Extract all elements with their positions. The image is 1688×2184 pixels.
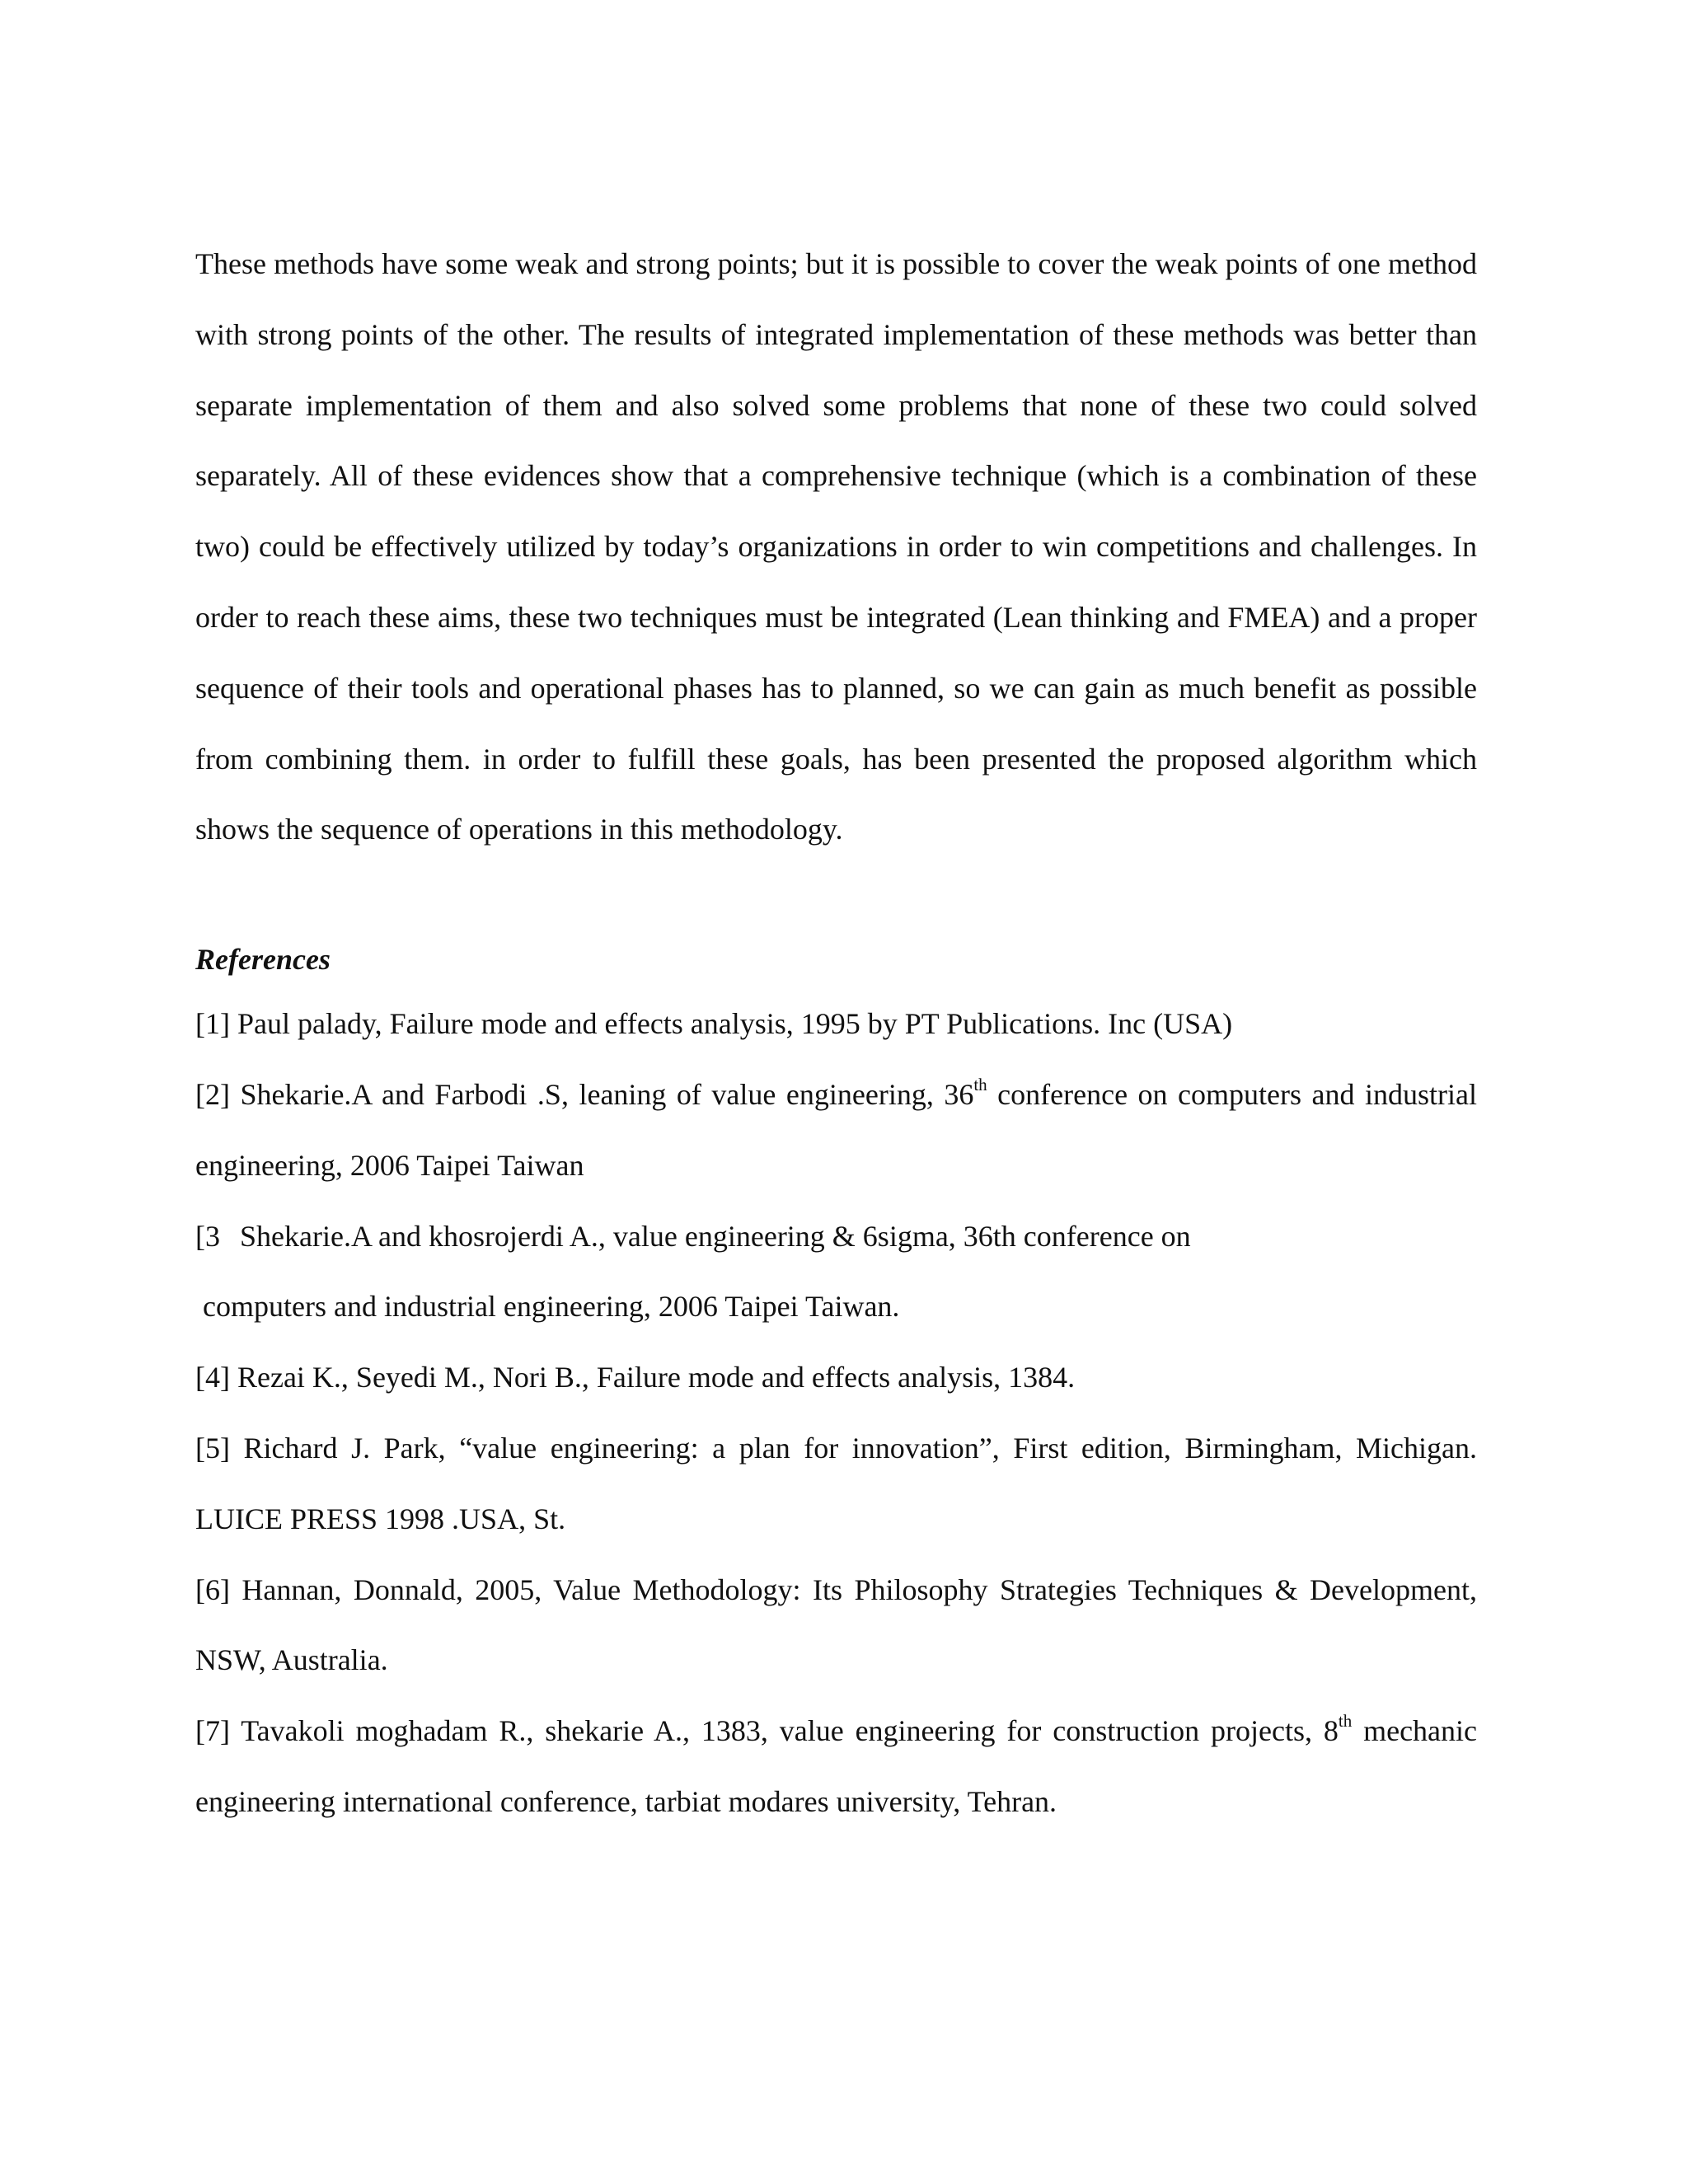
reference-3-line-2: computers and industrial engineering, 2006 Taipei Taiwan.: [203, 1290, 900, 1324]
reference-5: [5] Richard J. Park, “value engineering: a plan for innovation”, First edition, Birmingham, Michigan. LUICE PRESS 1998 .USA, St.: [195, 1431, 1477, 1535]
references-heading: References: [195, 943, 331, 977]
reference-3-line-1: Shekarie.A and khosrojerdi A., value engineering & 6sigma, 36th conference on: [240, 1219, 1191, 1253]
reference-7-text: [7] Tavakoli moghadam R., shekarie A., 1383, value engineering for construction projects, 8: [195, 1714, 1339, 1748]
reference-4: [4] Rezai K., Seyedi M., Nori B., Failure mode and effects analysis, 1384.: [195, 1361, 1076, 1394]
reference-7-superscript: th: [1338, 1711, 1353, 1732]
reference-3-label: [3: [195, 1219, 220, 1253]
reference-2-text-continued: conference on computers and industrial engineering, 2006 Taipei Taiwan: [195, 1077, 1477, 1182]
reference-6: [6] Hannan, Donnald, 2005, Value Methodology: Its Philosophy Strategies Techniques & Development, NSW, Australia.: [195, 1572, 1477, 1677]
reference-1: [1] Paul palady, Failure mode and effects analysis, 1995 by PT Publications. Inc (USA): [195, 1007, 1233, 1041]
reference-7-text-continued: mechanic engineering international conference, tarbiat modares university, Tehran.: [195, 1714, 1478, 1818]
reference-7: [195, 1696, 1477, 1838]
reference-2-text: [2] Shekarie.A and Farbodi .S, leaning of value engineering, 36: [195, 1077, 974, 1111]
reference-2: [195, 1060, 1477, 1202]
reference-2-superscript: th: [973, 1074, 987, 1094]
reference-3: [195, 1202, 1477, 1343]
body-paragraph: These methods have some weak and strong points; but it is possible to cover the weak points of one method with strong points of the other. The results of integrated implementation of these methods was better than separate implementation of them and also solved some problems that none of these two could solved separately. All of these evidences show that a comprehensive technique (which is a combination of these two) could be effectively utilized by today’s organizations in order to win competitions and challenges. In order to reach these aims, these two techniques must be integrated (Lean thinking and FMEA) and a proper sequence of their tools and operational phases has to planned, so we can gain as much benefit as possible from combining them. in order to fulfill these goals, has been presented the proposed algorithm which shows the sequence of operations in this methodology.: [195, 247, 1477, 846]
document-page: [195, 229, 1477, 1838]
